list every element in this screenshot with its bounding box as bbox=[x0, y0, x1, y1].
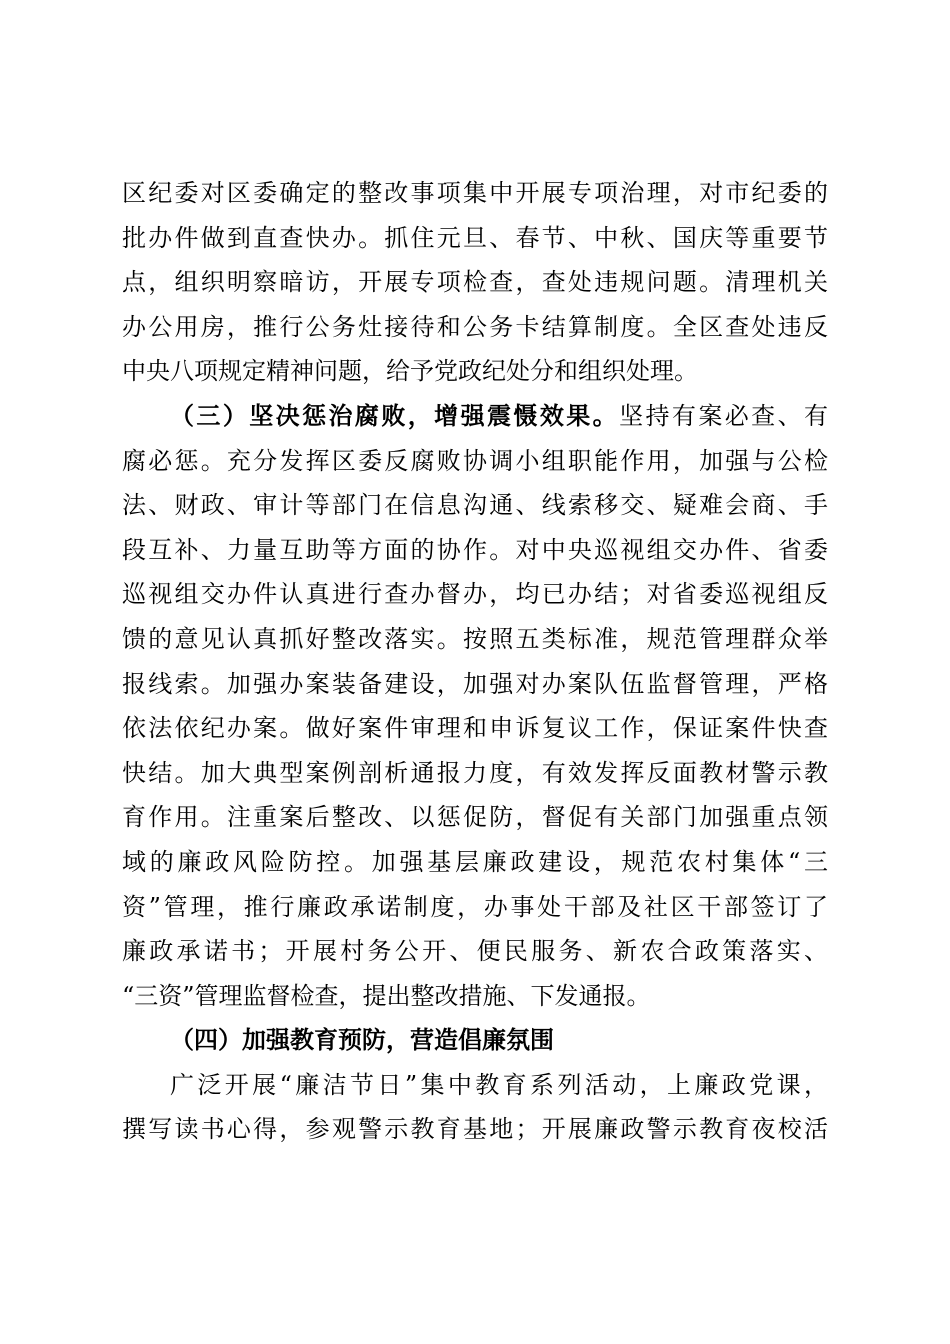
text-line: 馈的意见认真抓好整改落实。按照五类标准，规范管理群众举 bbox=[122, 624, 828, 653]
text-line: 区纪委对区委确定的整改事项集中开展专项治理，对市纪委的 bbox=[122, 179, 828, 207]
text-line: “三资”管理监督检查，提出整改措施、下发通报。 bbox=[122, 981, 651, 1010]
text-line bbox=[122, 394, 828, 439]
text-line: 段互补、力量互助等方面的协作。对中央巡视组交办件、省委 bbox=[122, 535, 828, 564]
text-line: 广泛开展“廉洁节日”集中教育系列活动，上廉政党课， bbox=[170, 1070, 828, 1099]
paragraph-punish-corruption bbox=[122, 394, 828, 1018]
text-line: 中央八项规定精神问题，给予党政纪处分和组织处理。 bbox=[122, 357, 698, 386]
text-line: 廉政承诺书；开展村务公开、便民服务、新农合政策落实、 bbox=[122, 937, 828, 966]
paragraph-education bbox=[122, 1063, 828, 1152]
text-line: 腐必惩。充分发挥区委反腐败协调小组职能作用，加强与公检 bbox=[122, 446, 828, 475]
text-line: 域的廉政风险防控。加强基层廉政建设，规范农村集体“三 bbox=[122, 847, 828, 876]
text-line: 报线索。加强办案装备建设，加强对办案队伍监督管理，严格 bbox=[122, 669, 828, 698]
text-line: 办公用房，推行公务灶接待和公务卡结算制度。全区查处违反 bbox=[122, 312, 828, 341]
section-heading-3: （三）坚决惩治腐败，增强震慑效果。 bbox=[170, 401, 620, 430]
text-line: 快结。加大典型案例剖析通报力度，有效发挥反面教材警示教 bbox=[122, 758, 828, 787]
text-line: 法、财政、审计等部门在信息沟通、线索移交、疑难会商、手 bbox=[122, 491, 828, 520]
text-line: 依法依纪办案。做好案件审理和申诉复议工作，保证案件快查 bbox=[122, 714, 828, 743]
document-page bbox=[122, 171, 828, 1152]
text-line: 点，组织明察暗访，开展专项检查，查处违规问题。清理机关 bbox=[122, 268, 828, 297]
heading-continuation: 坚持有案必查、有 bbox=[619, 401, 829, 430]
paragraph-rectification bbox=[122, 171, 828, 394]
text-line: 资”管理，推行廉政承诺制度，办事处干部及社区干部签订了 bbox=[122, 892, 828, 921]
text-line: 批办件做到直查快办。抓住元旦、春节、中秋、国庆等重要节 bbox=[122, 223, 828, 252]
text-line: 撰写读书心得，参观警示教育基地；开展廉政警示教育夜校活 bbox=[122, 1115, 828, 1144]
section-heading-4: （四）加强教育预防，营造倡廉氛围 bbox=[170, 1026, 554, 1055]
text-line: 巡视组交办件认真进行查办督办，均已办结；对省委巡视组反 bbox=[122, 580, 828, 609]
text-line: 育作用。注重案后整改、以惩促防，督促有关部门加强重点领 bbox=[122, 803, 828, 832]
